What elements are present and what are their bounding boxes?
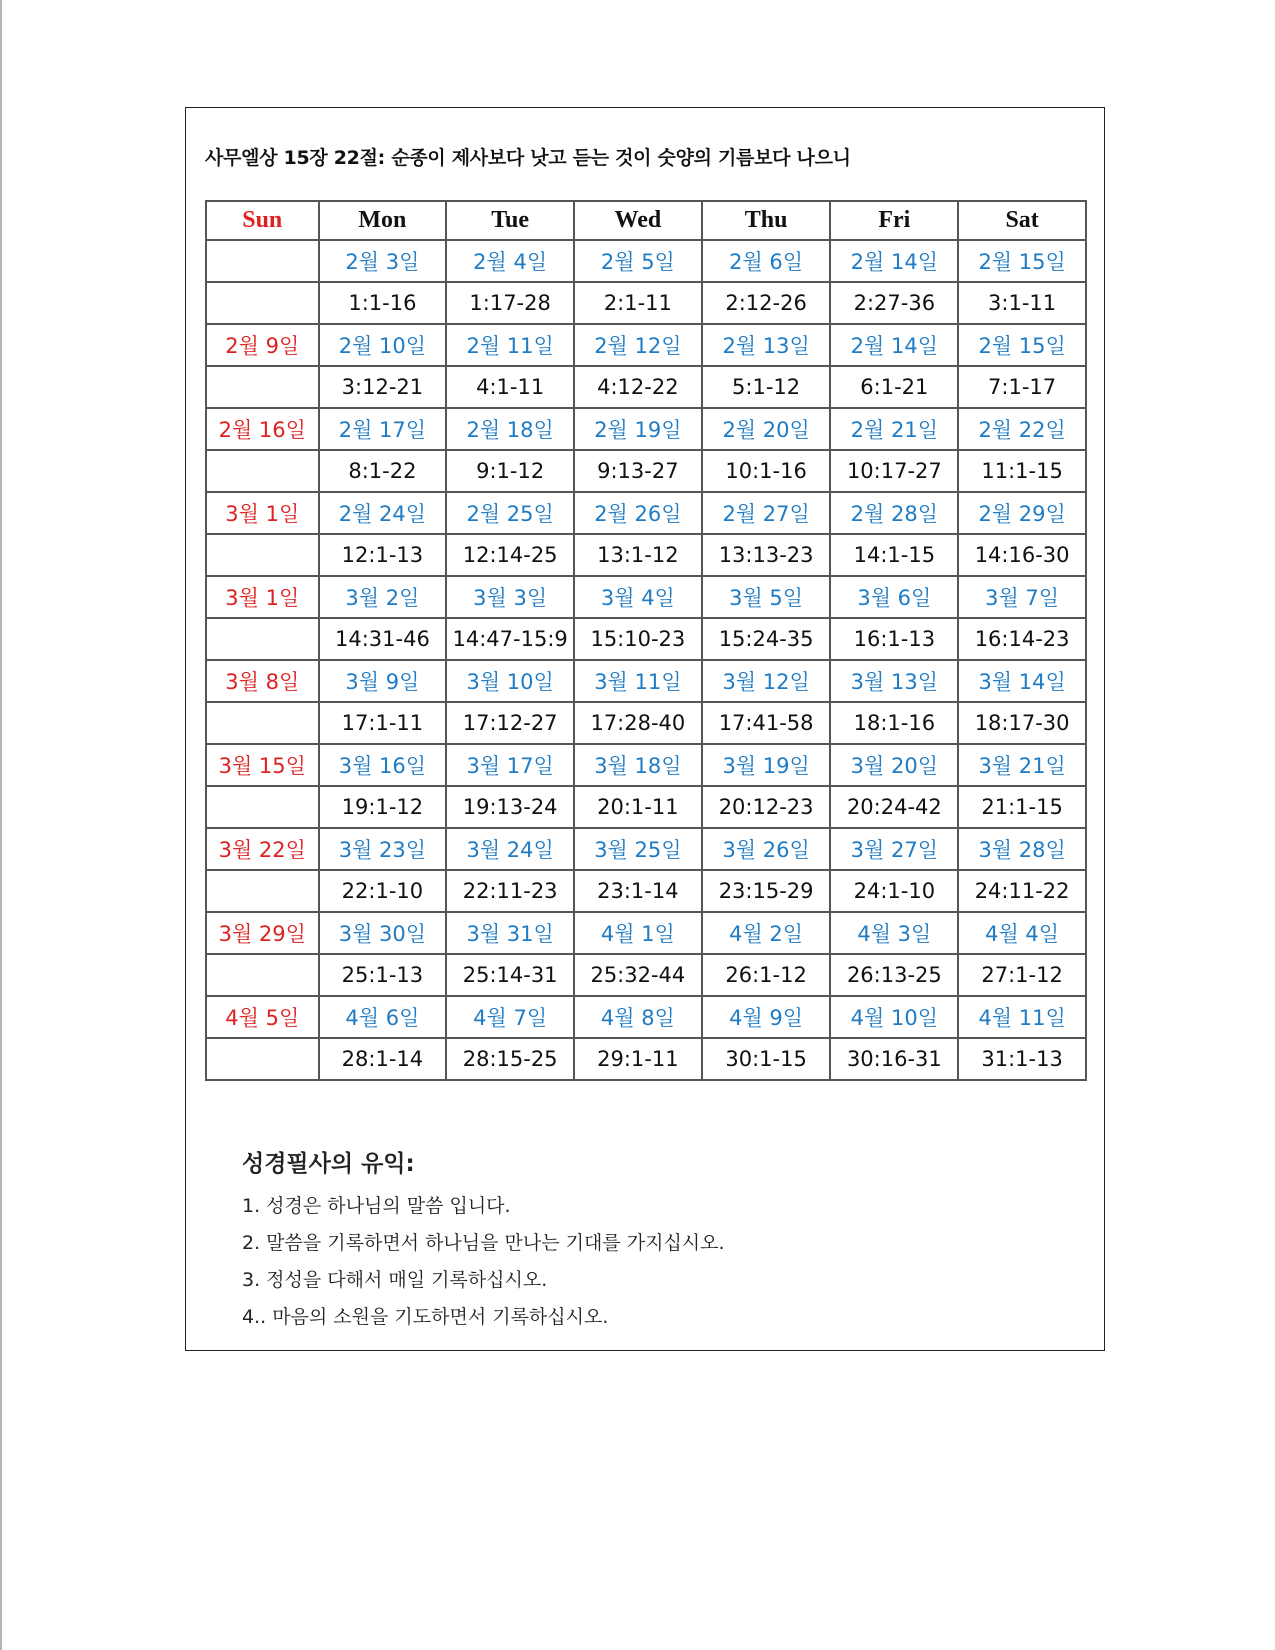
date-cell: 3월 24일 bbox=[446, 828, 574, 870]
reading-cell: 26:13-25 bbox=[830, 954, 958, 996]
date-cell: 2월 20일 bbox=[702, 408, 831, 450]
reading-row bbox=[206, 954, 1086, 996]
benefits-section bbox=[242, 1145, 725, 1336]
date-cell: 2월 15일 bbox=[958, 324, 1086, 366]
sunday-date-cell: 4월 5일 bbox=[206, 996, 319, 1038]
date-cell: 2월 29일 bbox=[958, 492, 1086, 534]
reading-cell: 25:14-31 bbox=[446, 954, 574, 996]
reading-cell: 16:1-13 bbox=[830, 618, 958, 660]
reading-cell: 27:1-12 bbox=[958, 954, 1086, 996]
date-cell: 2월 24일 bbox=[319, 492, 447, 534]
reading-cell: 13:1-12 bbox=[574, 534, 702, 576]
date-cell: 4월 9일 bbox=[702, 996, 831, 1038]
date-cell: 3월 19일 bbox=[702, 744, 831, 786]
reading-cell: 8:1-22 bbox=[319, 450, 447, 492]
date-cell: 2월 19일 bbox=[574, 408, 702, 450]
reading-cell: 19:13-24 bbox=[446, 786, 574, 828]
reading-cell: 2:27-36 bbox=[830, 282, 958, 324]
date-cell: 2월 13일 bbox=[702, 324, 831, 366]
reading-cell: 25:32-44 bbox=[574, 954, 702, 996]
date-row bbox=[206, 912, 1086, 954]
date-cell: 2월 25일 bbox=[446, 492, 574, 534]
reading-cell: 17:28-40 bbox=[574, 702, 702, 744]
sunday-date-cell: 3월 29일 bbox=[206, 912, 319, 954]
date-cell: 3월 30일 bbox=[319, 912, 447, 954]
date-cell: 2월 15일 bbox=[958, 240, 1086, 282]
empty-sunday-cell bbox=[206, 282, 319, 324]
empty-sunday-cell bbox=[206, 702, 319, 744]
sunday-date-cell: 3월 8일 bbox=[206, 660, 319, 702]
reading-cell: 14:1-15 bbox=[830, 534, 958, 576]
date-cell: 3월 18일 bbox=[574, 744, 702, 786]
reading-row bbox=[206, 450, 1086, 492]
reading-cell: 12:1-13 bbox=[319, 534, 447, 576]
reading-cell: 6:1-21 bbox=[830, 366, 958, 408]
date-cell: 3월 14일 bbox=[958, 660, 1086, 702]
reading-cell: 9:1-12 bbox=[446, 450, 574, 492]
reading-cell: 24:1-10 bbox=[830, 870, 958, 912]
date-cell: 4월 6일 bbox=[319, 996, 447, 1038]
date-cell: 3월 25일 bbox=[574, 828, 702, 870]
date-cell: 4월 3일 bbox=[830, 912, 958, 954]
date-cell: 3월 4일 bbox=[574, 576, 702, 618]
reading-cell: 12:14-25 bbox=[446, 534, 574, 576]
reading-cell: 3:1-11 bbox=[958, 282, 1086, 324]
empty-sunday-cell bbox=[206, 366, 319, 408]
date-row bbox=[206, 744, 1086, 786]
reading-row bbox=[206, 1038, 1086, 1080]
benefit-item: 2. 말씀을 기록하면서 하나님을 만나는 기대를 가지십시오. bbox=[242, 1232, 725, 1254]
benefit-item: 4.. 마음의 소원을 기도하면서 기록하십시오. bbox=[242, 1306, 609, 1328]
sunday-date-cell: 3월 1일 bbox=[206, 576, 319, 618]
date-cell: 3월 12일 bbox=[702, 660, 831, 702]
date-cell: 2월 3일 bbox=[319, 240, 447, 282]
reading-cell: 13:13-23 bbox=[702, 534, 831, 576]
weekday-header-row bbox=[206, 201, 1086, 240]
date-cell: 2월 12일 bbox=[574, 324, 702, 366]
date-cell: 4월 2일 bbox=[702, 912, 831, 954]
reading-cell: 14:16-30 bbox=[958, 534, 1086, 576]
empty-sunday-cell bbox=[206, 534, 319, 576]
reading-cell: 11:1-15 bbox=[958, 450, 1086, 492]
reading-cell: 25:1-13 bbox=[319, 954, 447, 996]
reading-cell: 20:24-42 bbox=[830, 786, 958, 828]
date-cell: 4월 10일 bbox=[830, 996, 958, 1038]
date-row bbox=[206, 996, 1086, 1038]
reading-cell: 20:1-11 bbox=[574, 786, 702, 828]
header-fri: Fri bbox=[830, 201, 958, 240]
date-cell: 2월 10일 bbox=[319, 324, 447, 366]
date-cell: 3월 17일 bbox=[446, 744, 574, 786]
date-cell: 3월 28일 bbox=[958, 828, 1086, 870]
date-cell: 3월 10일 bbox=[446, 660, 574, 702]
date-cell: 3월 2일 bbox=[319, 576, 447, 618]
reading-cell: 10:1-16 bbox=[702, 450, 831, 492]
reading-cell: 17:41-58 bbox=[702, 702, 831, 744]
date-cell: 4월 1일 bbox=[574, 912, 702, 954]
benefits-title: 성경필사의 유익: bbox=[242, 1151, 415, 1177]
empty-sunday-cell bbox=[206, 786, 319, 828]
reading-plan-table bbox=[205, 200, 1087, 1081]
date-cell: 3월 16일 bbox=[319, 744, 447, 786]
reading-cell: 21:1-15 bbox=[958, 786, 1086, 828]
benefit-item: 3. 정성을 다해서 매일 기록하십시오. bbox=[242, 1269, 548, 1291]
reading-cell: 20:12-23 bbox=[702, 786, 831, 828]
reading-cell: 30:1-15 bbox=[702, 1038, 831, 1080]
reading-cell: 7:1-17 bbox=[958, 366, 1086, 408]
date-row bbox=[206, 660, 1086, 702]
reading-cell: 29:1-11 bbox=[574, 1038, 702, 1080]
header-wed: Wed bbox=[574, 201, 702, 240]
reading-cell: 24:11-22 bbox=[958, 870, 1086, 912]
date-cell: 3월 5일 bbox=[702, 576, 831, 618]
date-cell: 2월 22일 bbox=[958, 408, 1086, 450]
reading-cell: 18:17-30 bbox=[958, 702, 1086, 744]
reading-cell: 28:1-14 bbox=[319, 1038, 447, 1080]
empty-sunday-cell bbox=[206, 870, 319, 912]
reading-cell: 16:14-23 bbox=[958, 618, 1086, 660]
sunday-date-cell: 3월 15일 bbox=[206, 744, 319, 786]
reading-cell: 17:1-11 bbox=[319, 702, 447, 744]
reading-cell: 22:11-23 bbox=[446, 870, 574, 912]
date-row bbox=[206, 240, 1086, 282]
reading-cell: 31:1-13 bbox=[958, 1038, 1086, 1080]
date-cell: 2월 6일 bbox=[702, 240, 831, 282]
header-sat: Sat bbox=[958, 201, 1086, 240]
reading-cell: 4:12-22 bbox=[574, 366, 702, 408]
reading-cell: 22:1-10 bbox=[319, 870, 447, 912]
date-cell: 2월 18일 bbox=[446, 408, 574, 450]
reading-cell: 18:1-16 bbox=[830, 702, 958, 744]
reading-cell: 3:12-21 bbox=[319, 366, 447, 408]
sunday-date-cell: 3월 22일 bbox=[206, 828, 319, 870]
verse-heading: 사무엘상 15장 22절: 순종이 제사보다 낫고 듣는 것이 숫양의 기름보다 나으니 bbox=[205, 147, 851, 169]
reading-cell: 23:15-29 bbox=[702, 870, 831, 912]
header-sun: Sun bbox=[206, 201, 319, 240]
sunday-date-cell: 3월 1일 bbox=[206, 492, 319, 534]
date-cell: 3월 27일 bbox=[830, 828, 958, 870]
date-row bbox=[206, 828, 1086, 870]
date-row bbox=[206, 576, 1086, 618]
date-row bbox=[206, 492, 1086, 534]
empty-sunday-cell bbox=[206, 954, 319, 996]
benefit-item: 1. 성경은 하나님의 말씀 입니다. bbox=[242, 1195, 511, 1217]
reading-cell: 2:12-26 bbox=[702, 282, 831, 324]
reading-row bbox=[206, 702, 1086, 744]
date-cell: 3월 13일 bbox=[830, 660, 958, 702]
reading-cell: 1:1-16 bbox=[319, 282, 447, 324]
reading-cell: 15:10-23 bbox=[574, 618, 702, 660]
empty-sunday-cell bbox=[206, 618, 319, 660]
date-cell: 2월 14일 bbox=[830, 324, 958, 366]
sunday-date-cell: 2월 9일 bbox=[206, 324, 319, 366]
reading-row bbox=[206, 366, 1086, 408]
date-cell: 2월 4일 bbox=[446, 240, 574, 282]
date-row bbox=[206, 324, 1086, 366]
date-row bbox=[206, 408, 1086, 450]
reading-row bbox=[206, 282, 1086, 324]
header-tue: Tue bbox=[446, 201, 574, 240]
reading-cell: 17:12-27 bbox=[446, 702, 574, 744]
date-cell: 4월 8일 bbox=[574, 996, 702, 1038]
date-cell: 3월 23일 bbox=[319, 828, 447, 870]
reading-cell: 15:24-35 bbox=[702, 618, 831, 660]
reading-cell: 26:1-12 bbox=[702, 954, 831, 996]
date-cell: 4월 11일 bbox=[958, 996, 1086, 1038]
date-cell: 3월 7일 bbox=[958, 576, 1086, 618]
date-cell: 2월 26일 bbox=[574, 492, 702, 534]
reading-cell: 9:13-27 bbox=[574, 450, 702, 492]
date-cell: 4월 7일 bbox=[446, 996, 574, 1038]
reading-cell: 30:16-31 bbox=[830, 1038, 958, 1080]
sunday-date-cell: 2월 16일 bbox=[206, 408, 319, 450]
reading-row bbox=[206, 618, 1086, 660]
date-cell: 3월 3일 bbox=[446, 576, 574, 618]
date-cell: 3월 20일 bbox=[830, 744, 958, 786]
date-cell: 2월 17일 bbox=[319, 408, 447, 450]
reading-cell: 4:1-11 bbox=[446, 366, 574, 408]
reading-cell: 14:31-46 bbox=[319, 618, 447, 660]
header-thu: Thu bbox=[702, 201, 831, 240]
empty-sunday-cell bbox=[206, 1038, 319, 1080]
date-cell: 3월 21일 bbox=[958, 744, 1086, 786]
date-cell: 3월 11일 bbox=[574, 660, 702, 702]
header-mon: Mon bbox=[319, 201, 447, 240]
reading-cell: 19:1-12 bbox=[319, 786, 447, 828]
reading-cell: 10:17-27 bbox=[830, 450, 958, 492]
page-left-edge bbox=[0, 0, 2, 1650]
reading-row bbox=[206, 534, 1086, 576]
reading-cell: 5:1-12 bbox=[702, 366, 831, 408]
date-cell: 3월 6일 bbox=[830, 576, 958, 618]
date-cell: 2월 11일 bbox=[446, 324, 574, 366]
sunday-date-cell bbox=[206, 240, 319, 282]
empty-sunday-cell bbox=[206, 450, 319, 492]
date-cell: 4월 4일 bbox=[958, 912, 1086, 954]
reading-cell: 14:47-15:9 bbox=[446, 618, 574, 660]
date-cell: 3월 31일 bbox=[446, 912, 574, 954]
reading-row bbox=[206, 786, 1086, 828]
reading-cell: 23:1-14 bbox=[574, 870, 702, 912]
reading-row bbox=[206, 870, 1086, 912]
date-cell: 3월 9일 bbox=[319, 660, 447, 702]
reading-cell: 28:15-25 bbox=[446, 1038, 574, 1080]
reading-cell: 2:1-11 bbox=[574, 282, 702, 324]
date-cell: 2월 28일 bbox=[830, 492, 958, 534]
date-cell: 2월 27일 bbox=[702, 492, 831, 534]
reading-cell: 1:17-28 bbox=[446, 282, 574, 324]
date-cell: 2월 5일 bbox=[574, 240, 702, 282]
date-cell: 2월 14일 bbox=[830, 240, 958, 282]
reading-plan-body bbox=[206, 240, 1086, 1080]
date-cell: 3월 26일 bbox=[702, 828, 831, 870]
date-cell: 2월 21일 bbox=[830, 408, 958, 450]
